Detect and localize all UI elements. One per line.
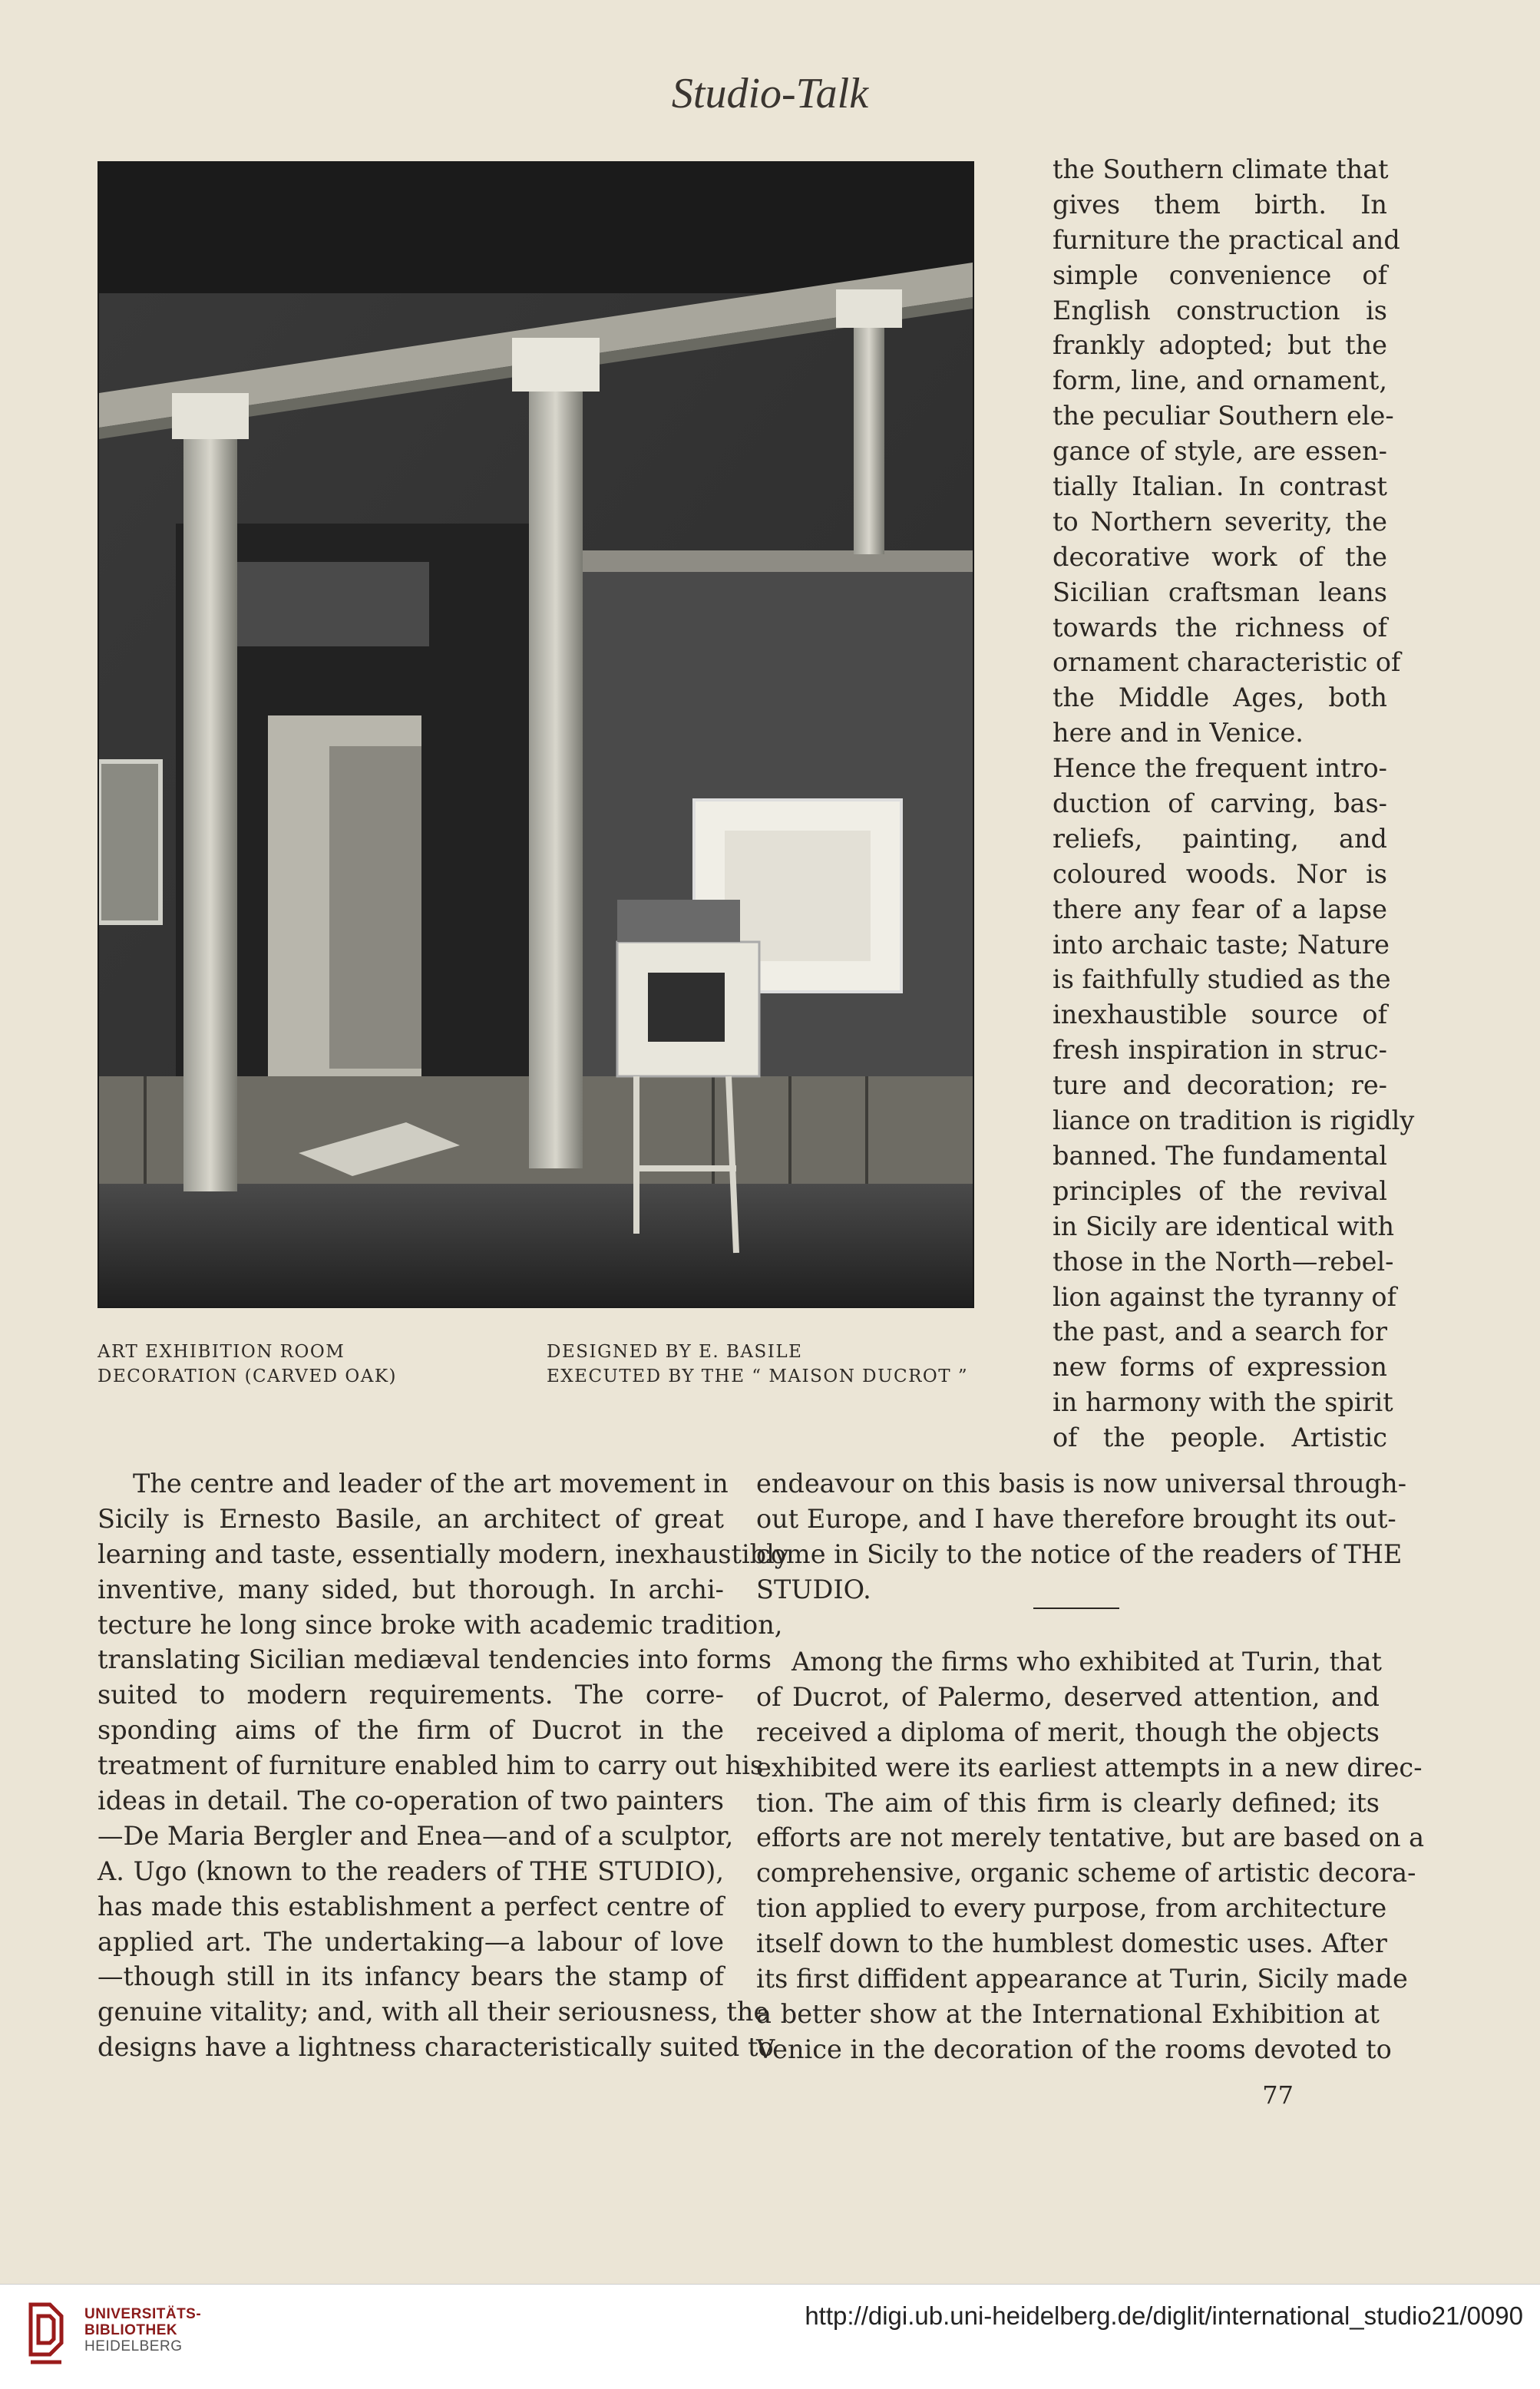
text-line: there any fear of a lapse <box>1053 894 1387 924</box>
text-line: sponding aims of the firm of Ducrot in the <box>97 1715 724 1746</box>
page-number: 77 <box>1262 2080 1294 2110</box>
side-text-column <box>1053 152 1415 1456</box>
caption-line: DECORATION (CARVED OAK) <box>97 1366 398 1386</box>
text-line: endeavour on this basis is now universal through- <box>756 1469 1407 1498</box>
text-line: tecture he long since broke with academic tradition, <box>97 1609 783 1640</box>
text-line: exhibited were its earliest attempts in a new direc- <box>756 1752 1423 1783</box>
text-line: to Northern severity, the <box>1053 506 1387 537</box>
text-line: into archaic taste; Nature <box>1053 929 1390 960</box>
text-line: the Middle Ages, both <box>1053 682 1387 713</box>
text-line: tially Italian. In contrast <box>1053 471 1387 502</box>
text-line: ture and decoration; re- <box>1053 1070 1387 1101</box>
text-line: new forms of expression <box>1053 1352 1387 1383</box>
text-line: coloured woods. Nor is <box>1053 858 1387 889</box>
text-line: applied art. The undertaking—a labour of love <box>97 1926 724 1957</box>
text-line: itself down to the humblest domestic uses. After <box>756 1928 1387 1959</box>
figure-caption-left <box>97 1340 397 1389</box>
text-line: come in Sicily to the notice of the readers of THE <box>756 1538 1403 1569</box>
text-line: tion applied to every purpose, from architecture <box>756 1893 1387 1924</box>
text-line: translating Sicilian mediæval tendencies into forms <box>97 1644 772 1675</box>
text-line: Sicilian craftsman leans <box>1053 577 1387 607</box>
running-title: Studio-Talk <box>671 70 869 117</box>
text-line: English construction is <box>1053 295 1387 325</box>
text-line: simple convenience of <box>1053 259 1387 290</box>
caption-line: ART EXHIBITION ROOM <box>97 1342 345 1362</box>
right-text-column-bottom <box>756 1644 1425 2067</box>
text-line: designs have a lightness characteristically suited to <box>97 2032 774 2063</box>
photo-illustration <box>99 163 973 1307</box>
library-name-line: BIBLIOTHEK <box>84 2322 178 2338</box>
text-line: ornament characteristic of <box>1053 647 1401 678</box>
text-line: comprehensive, organic scheme of artistic decora- <box>756 1858 1416 1888</box>
text-line: liance on tradition is rigidly <box>1053 1105 1415 1136</box>
text-line: received a diploma of merit, though the objects <box>756 1717 1380 1747</box>
text-line: efforts are not merely tentative, but are based on a <box>756 1822 1425 1853</box>
text-line: A. Ugo (known to the readers of THE STUDIO), <box>97 1855 724 1886</box>
text-line: of the people. Artistic <box>1053 1422 1387 1453</box>
right-text-column-top <box>756 1466 1407 1608</box>
source-url: http://digi.ub.uni-heidelberg.de/diglit/international_studio21/0090 <box>805 2301 1523 2330</box>
library-name <box>84 2306 201 2354</box>
exhibition-room-photograph <box>97 161 974 1308</box>
text-line: the Southern climate that <box>1053 154 1389 184</box>
text-line: a better show at the International Exhibition at <box>756 1998 1380 2029</box>
text-line: reliefs, painting, and <box>1053 823 1387 854</box>
text-line: learning and taste, essentially modern, inexhaustibly <box>97 1538 789 1569</box>
text-line: in harmony with the spirit <box>1053 1387 1393 1418</box>
text-line: is faithfully studied as the <box>1053 964 1391 995</box>
left-text-column <box>97 1466 789 2065</box>
text-line: inexhaustible source of <box>1053 1000 1387 1030</box>
text-line: fresh inspiration in struc- <box>1053 1035 1387 1066</box>
library-name-line: UNIVERSITÄTS- <box>84 2306 202 2322</box>
text-line: Hence the frequent intro- <box>1053 753 1387 784</box>
text-line: treatment of furniture enabled him to carry out his <box>97 1750 764 1781</box>
library-logo-icon <box>23 2297 69 2374</box>
text-line: frankly adopted; but the <box>1053 330 1387 361</box>
text-line: out Europe, and I have therefore brought its out- <box>756 1503 1396 1534</box>
text-line: tion. The aim of this firm is clearly defined; its <box>756 1787 1380 1818</box>
text-line: Venice in the decoration of the rooms devoted to <box>756 2034 1392 2064</box>
text-line: furniture the practical and <box>1053 224 1400 255</box>
text-line: its first diffident appearance at Turin, Sicily made <box>756 1964 1408 1994</box>
text-line: genuine vitality; and, with all their seriousness, the <box>97 1997 769 2027</box>
text-line: gance of style, are essen- <box>1053 436 1387 467</box>
text-line: here and in Venice. <box>1053 718 1304 748</box>
text-line: Sicily is Ernesto Basile, an architect of great <box>97 1503 724 1534</box>
text-line: gives them birth. In <box>1053 189 1387 220</box>
text-line: The centre and leader of the art movement in <box>133 1469 729 1498</box>
text-line: ideas in detail. The co-operation of two painters <box>97 1786 724 1816</box>
text-line: duction of carving, bas- <box>1053 788 1387 819</box>
caption-line: DESIGNED BY E. BASILE <box>547 1342 803 1362</box>
text-line: of Ducrot, of Palermo, deserved attention, and <box>756 1681 1380 1712</box>
section-divider <box>1033 1608 1119 1609</box>
text-line: banned. The fundamental <box>1053 1140 1387 1171</box>
figure-caption-right <box>547 1340 968 1389</box>
text-line: the peculiar Southern ele- <box>1053 401 1394 431</box>
text-line: STUDIO. <box>756 1574 871 1604</box>
library-footer <box>0 2284 1540 2389</box>
text-line: Among the firms who exhibited at Turin, that <box>791 1647 1382 1677</box>
text-line: decorative work of the <box>1053 541 1387 572</box>
text-line: principles of the revival <box>1053 1175 1387 1206</box>
text-line: in Sicily are identical with <box>1053 1211 1395 1241</box>
text-line: —De Maria Bergler and Enea—and of a sculptor, <box>97 1820 734 1851</box>
caption-line: EXECUTED BY THE “ MAISON DUCROT ” <box>547 1366 969 1386</box>
text-line: has made this establishment a perfect centre of <box>97 1891 724 1921</box>
text-line: those in the North—rebel- <box>1053 1246 1394 1277</box>
text-line: towards the richness of <box>1053 612 1387 643</box>
text-line: form, line, and ornament, <box>1053 365 1387 396</box>
library-name-line: HEIDELBERG <box>84 2338 183 2354</box>
text-line: the past, and a search for <box>1053 1317 1387 1347</box>
text-line: inventive, many sided, but thorough. In archi- <box>97 1574 724 1604</box>
text-line: —though still in its infancy bears the stamp of <box>97 1961 724 1992</box>
text-line: lion against the tyranny of <box>1053 1281 1396 1312</box>
text-line: suited to modern requirements. The corre- <box>97 1680 724 1710</box>
